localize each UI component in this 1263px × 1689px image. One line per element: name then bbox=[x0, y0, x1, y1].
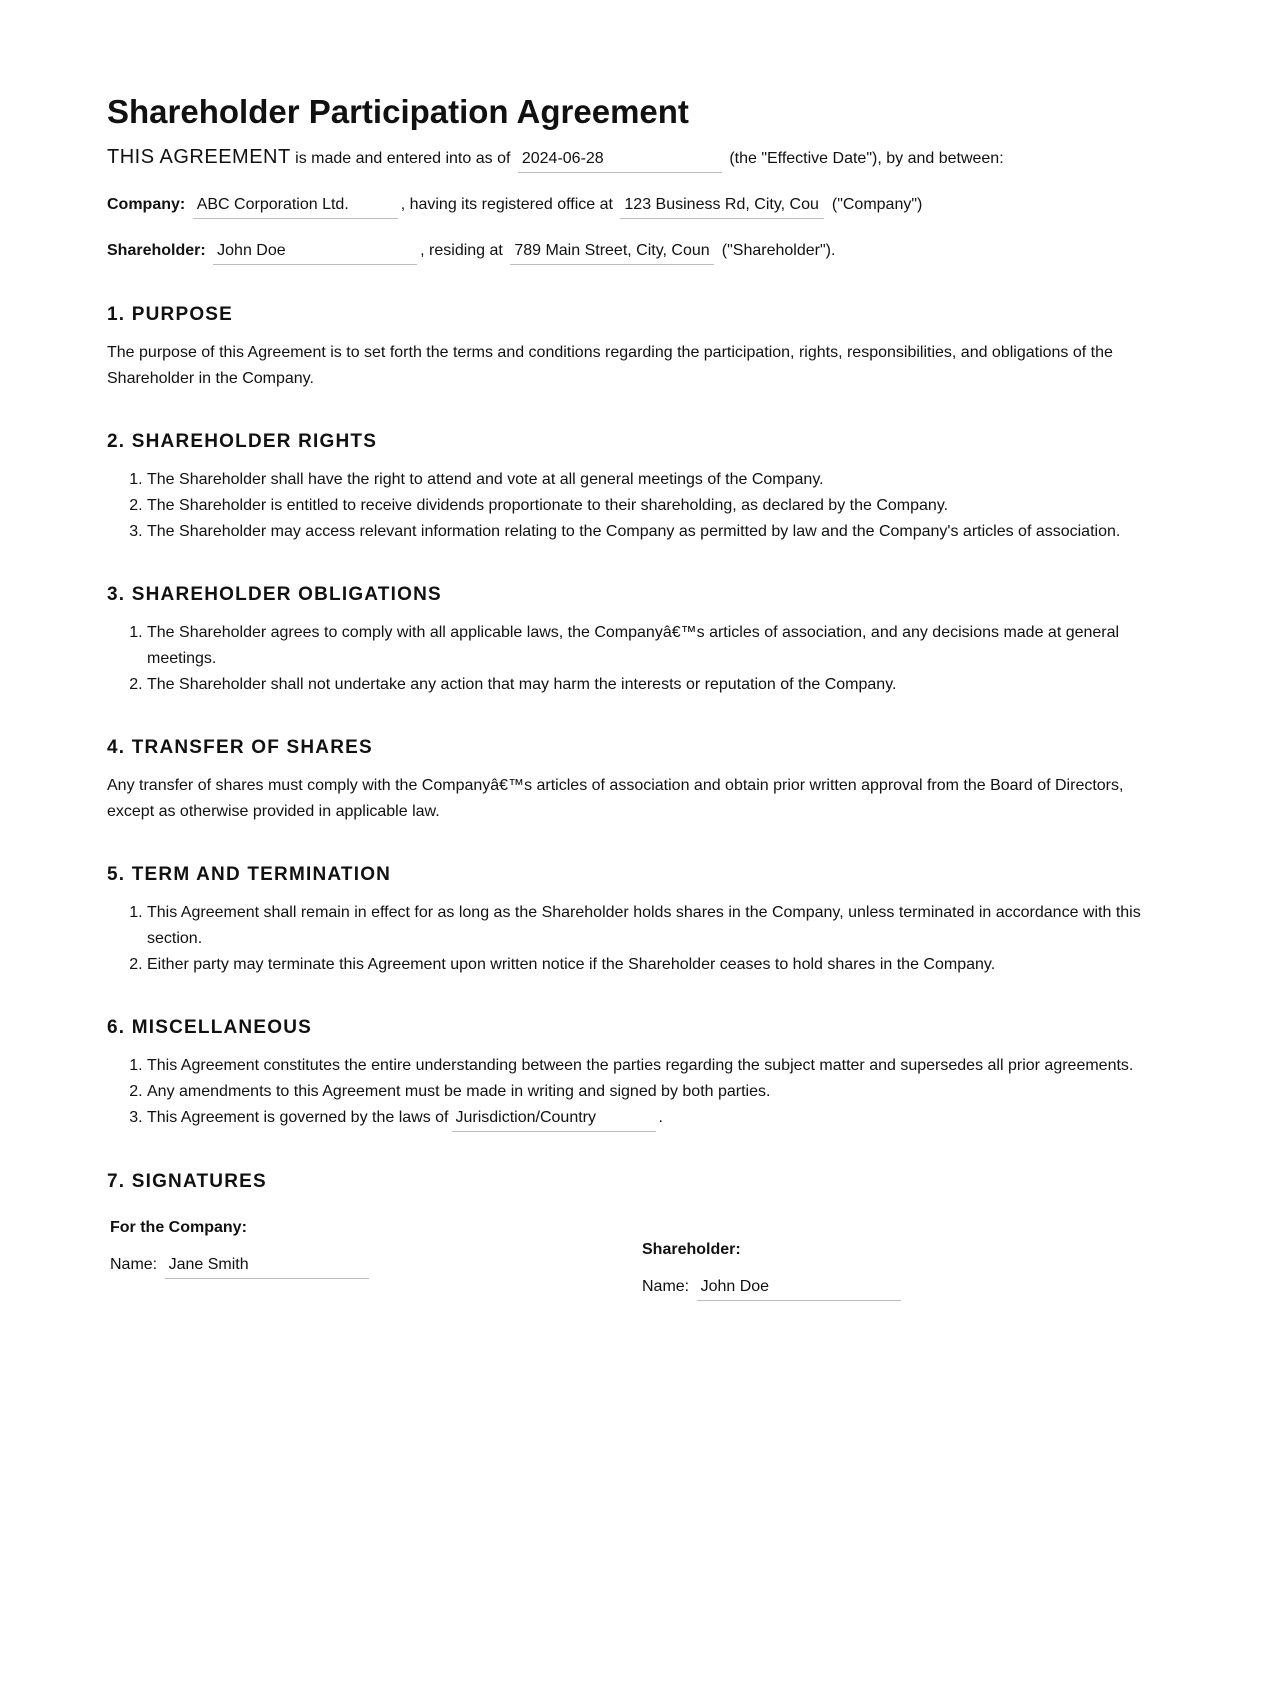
list-item: 2. The Shareholder is entitled to receive dividends proportionate to their shareholding, as declared by the Company. bbox=[147, 493, 1167, 519]
company-signature-name-row bbox=[110, 1253, 372, 1279]
effective-date-field[interactable] bbox=[518, 147, 722, 173]
company-line bbox=[107, 193, 1167, 219]
misc-list bbox=[107, 1053, 1167, 1132]
obligations-list bbox=[107, 620, 1167, 698]
shareholder-residence-field[interactable] bbox=[510, 239, 714, 265]
section-heading: 2. SHAREHOLDER RIGHTS bbox=[107, 431, 378, 452]
list-item: 1. The Shareholder shall have the right to attend and vote at all general meetings of the Company. bbox=[147, 467, 1167, 493]
section-obligations bbox=[107, 583, 1167, 698]
section-heading: 5. TERM AND TERMINATION bbox=[107, 864, 392, 885]
signature-area bbox=[107, 1217, 1167, 1337]
list-item: 3. The Shareholder may access relevant information relating to the Company as permitted by law and the Company's articles of association. bbox=[147, 519, 1167, 545]
company-signatory-name-field[interactable] bbox=[165, 1253, 369, 1279]
intro-lead: THIS AGREEMENT bbox=[107, 146, 291, 168]
section-purpose bbox=[107, 303, 1167, 392]
company-signature-title: For the Company: bbox=[110, 1219, 247, 1236]
governing-law-prefix: This Agreement is governed by the laws of bbox=[147, 1109, 449, 1126]
shareholder-label: Shareholder: bbox=[107, 242, 206, 259]
section-rights bbox=[107, 430, 1167, 545]
governing-law-suffix: . bbox=[658, 1109, 663, 1126]
list-item: 1. This Agreement shall remain in effect for as long as the Shareholder holds shares in the Company, unless terminated in accordance with this section. bbox=[147, 900, 1167, 952]
shareholder-signature-name-row bbox=[642, 1275, 904, 1301]
section-heading: 1. PURPOSE bbox=[107, 304, 234, 325]
list-item: 2. Either party may terminate this Agreement upon written notice if the Shareholder ceases to hold shares in the Company. bbox=[147, 952, 1167, 978]
company-signature-block bbox=[110, 1217, 372, 1279]
list-item bbox=[147, 1105, 1167, 1132]
shareholder-name-field[interactable] bbox=[213, 239, 417, 265]
section-heading: 3. SHAREHOLDER OBLIGATIONS bbox=[107, 584, 442, 605]
section-heading: 7. SIGNATURES bbox=[107, 1171, 267, 1192]
jurisdiction-field[interactable] bbox=[452, 1106, 656, 1132]
intro-made-text: is made and entered into as of bbox=[295, 150, 511, 167]
list-item: 2. Any amendments to this Agreement must be made in writing and signed by both parties. bbox=[147, 1079, 1167, 1105]
list-item: 2. The Shareholder shall not undertake any action that may harm the interests or reputation of the Company. bbox=[147, 672, 1167, 698]
shareholder-suffix: ("Shareholder"). bbox=[721, 242, 836, 259]
section-signatures bbox=[107, 1170, 1167, 1337]
shareholder-line bbox=[107, 239, 1167, 265]
term-list bbox=[107, 900, 1167, 978]
agreement-page bbox=[107, 92, 1167, 1337]
name-label: Name: bbox=[110, 1256, 158, 1273]
section-heading: 6. MISCELLANEOUS bbox=[107, 1017, 312, 1038]
list-item: 1. The Shareholder agrees to comply with all applicable laws, the Companyâ€™s articles of association, and any decisions made at general meetings. bbox=[147, 620, 1167, 672]
list-item: 1. This Agreement constitutes the entire understanding between the parties regarding the subject matter and supersedes all prior agreements. bbox=[147, 1053, 1167, 1079]
shareholder-residing-text: , residing at bbox=[420, 242, 503, 259]
company-office-field[interactable] bbox=[620, 193, 824, 219]
document-title: Shareholder Participation Agreement bbox=[107, 93, 689, 130]
section-transfer bbox=[107, 736, 1167, 825]
shareholder-signature-title: Shareholder: bbox=[642, 1241, 741, 1258]
company-label: Company: bbox=[107, 196, 186, 213]
section-heading: 4. TRANSFER OF SHARES bbox=[107, 737, 373, 758]
company-office-text: , having its registered office at bbox=[400, 196, 613, 213]
company-suffix: ("Company") bbox=[831, 196, 923, 213]
section-paragraph: Any transfer of shares must comply with the Companyâ€™s articles of association and obtain prior written approval from the Board of Directors, except as otherwise provided in applicable law. bbox=[107, 777, 1124, 820]
intro-line bbox=[107, 146, 1167, 173]
section-term bbox=[107, 863, 1167, 978]
shareholder-signatory-name-field[interactable] bbox=[697, 1275, 901, 1301]
intro-effective-suffix: (the "Effective Date"), by and between: bbox=[729, 150, 1004, 167]
name-label: Name: bbox=[642, 1278, 690, 1295]
rights-list bbox=[107, 467, 1167, 545]
section-misc bbox=[107, 1016, 1167, 1132]
section-paragraph: The purpose of this Agreement is to set forth the terms and conditions regarding the participation, rights, responsibilities, and obligations of the Shareholder in the Company. bbox=[107, 344, 1113, 387]
shareholder-signature-block bbox=[642, 1239, 904, 1301]
company-name-field[interactable] bbox=[193, 193, 398, 219]
